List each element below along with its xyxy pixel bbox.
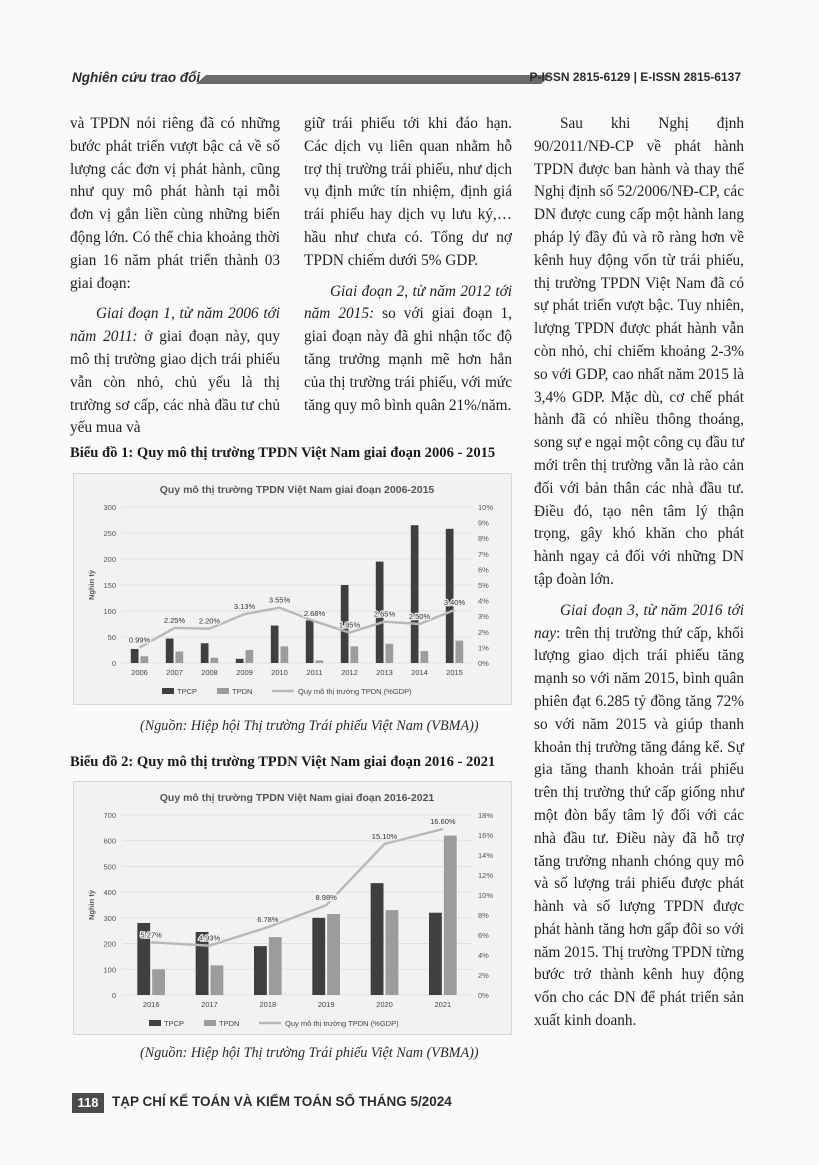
y-tick-label: 100 <box>103 965 116 975</box>
bar-tpdn <box>444 836 457 995</box>
data-label: 2.20% <box>198 616 221 626</box>
bar-tpdn <box>246 650 254 663</box>
data-label: 1.95% <box>338 620 361 630</box>
y-tick-label: 250 <box>103 529 116 538</box>
legend-label: Quy mô thị trường TPDN (%GDP) <box>298 687 412 696</box>
x-tick-label: 2017 <box>201 1000 218 1009</box>
gdp-line <box>140 608 455 648</box>
chart-title: Quy mô thị trường TPDN Việt Nam giai đoạn 2006-2015 <box>159 484 435 496</box>
x-tick-label: 2008 <box>201 668 218 677</box>
y2-tick-label: 14% <box>478 851 494 860</box>
y-axis-label: Nghìn tỷ <box>87 570 96 600</box>
legend-label: TPCP <box>164 1019 185 1028</box>
y-tick-label: 300 <box>103 913 116 923</box>
y2-tick-label: 3% <box>478 612 489 622</box>
bar-tpcp <box>131 649 139 663</box>
y-tick-label: 50 <box>107 633 116 642</box>
x-tick-label: 2020 <box>376 1000 393 1009</box>
bar-tpdn <box>141 656 149 663</box>
chart-1-frame <box>73 473 512 705</box>
x-tick-label: 2018 <box>259 1000 277 1009</box>
legend-swatch-tpdn <box>217 688 229 694</box>
y-tick-label: 200 <box>103 939 116 949</box>
figure-1-source: (Nguồn: Hiệp hội Thị trường Trái phiếu Việt Nam (VBMA)) <box>140 718 479 734</box>
x-tick-label: 2007 <box>166 668 183 677</box>
bar-tpdn <box>281 646 289 663</box>
journal-footer: TẠP CHÍ KẾ TOÁN VÀ KIỂM TOÁN SỐ THÁNG 5/2024 <box>112 1094 452 1109</box>
chart-title: Quy mô thị trường TPDN Việt Nam giai đoạn 2016-2021 <box>159 792 435 804</box>
x-tick-label: 2021 <box>434 1000 452 1009</box>
paragraph-body: so với giai đoạn 1, giai đoạn này đã ghi nhận tốc độ tăng trưởng mạnh mẽ hơn hẳn của thị trường trái phiếu, với mức tăng quy mô bình quân 21%/năm. <box>304 305 513 414</box>
bar-tpcp <box>254 946 267 995</box>
gdp-line <box>151 829 443 946</box>
y-tick-label: 200 <box>103 555 116 564</box>
y2-tick-label: 10% <box>478 503 494 512</box>
data-label: 3.13% <box>233 602 256 612</box>
y-tick-label: 100 <box>103 607 116 616</box>
section-title: Nghiên cứu trao đổi <box>72 70 201 85</box>
x-tick-label: 2019 <box>317 1000 335 1009</box>
y-tick-label: 150 <box>103 581 116 590</box>
bar-tpcp <box>371 883 384 995</box>
data-label: 2.68% <box>303 609 326 619</box>
y2-tick-label: 2% <box>478 971 489 980</box>
y2-tick-label: 6% <box>478 565 489 575</box>
paragraph-body: ở giai đoạn này, quy mô thị trường giao dịch trái phiếu vẫn còn nhỏ, chủ yếu là thị trường sơ cấp, các nhà đầu tư chủ yếu mua và <box>70 328 280 437</box>
figure-1-caption: Biểu đồ 1: Quy mô thị trường TPDN Việt Nam giai đoạn 2006 - 2015 <box>70 445 496 461</box>
paragraph <box>534 600 744 1033</box>
issn-label: P-ISSN 2815-6129 | E-ISSN 2815-6137 <box>529 70 741 84</box>
x-tick-label: 2014 <box>411 668 428 677</box>
y2-tick-label: 9% <box>478 518 489 528</box>
chart-2 <box>74 782 511 1034</box>
page-number: 118 <box>72 1093 104 1113</box>
header-decor-bar <box>196 75 551 84</box>
x-tick-label: 2012 <box>341 668 358 677</box>
y-tick-label: 700 <box>103 811 116 820</box>
y2-tick-label: 8% <box>478 911 489 920</box>
legend-label: TPCP <box>177 687 198 696</box>
bar-tpdn <box>386 644 394 663</box>
y-tick-label: 600 <box>103 836 116 846</box>
y2-tick-label: 7% <box>478 549 489 559</box>
bar-tpcp <box>166 639 174 663</box>
bar-tpdn <box>327 914 340 995</box>
data-label: 2.65% <box>373 609 396 619</box>
bar-tpcp <box>201 643 209 663</box>
figure-2-source: (Nguồn: Hiệp hội Thị trường Trái phiếu Việt Nam (VBMA)) <box>140 1045 479 1061</box>
y2-tick-label: 2% <box>478 627 489 637</box>
x-tick-label: 2013 <box>376 668 393 677</box>
data-label: 6.78% <box>257 915 279 925</box>
x-tick-label: 2009 <box>236 668 253 677</box>
bar-tpcp <box>236 659 244 663</box>
x-tick-label: 2011 <box>306 668 323 677</box>
bar-tpdn <box>316 660 324 663</box>
y2-tick-label: 4% <box>478 951 489 960</box>
y-tick-label: 0 <box>111 659 116 668</box>
legend-label: TPDN <box>232 687 253 696</box>
paragraph: Sau khi Nghị định 90/2011/NĐ-CP về phát hành TPDN được ban hành và thay thế Nghị định số 52/2006/NĐ-CP, các DN được cung cấp một hành lang pháp lý đầy đủ và rõ ràng hơn về kênh huy động vốn từ trái phiếu, thị trường TPDN Việt Nam đã có sự phát triển vượt bậc. Tuy nhiên, lượng TPDN được phát hành vẫn còn nhỏ, chỉ chiếm khoảng 2-3% so với GDP, cao nhất năm 2015 là 3,4% GDP. Mặc dù, cơ chế phát hành đã có nhiều thông thoáng, song sự e ngại một công cụ đầu tư mới trên thị trường vẫn là rào cản đối với bản thân các nhà đầu tư. Điều đó, tạo nên tâm lý thận trọng, gây khó khăn cho phát hành ngay cả đối với những DN tập đoàn lớn. <box>534 115 744 588</box>
text-column-2 <box>304 113 512 425</box>
text-column-3 <box>534 113 744 1041</box>
period-heading: Giai đoạn 1, từ năm 2006 tới năm 2011: <box>70 305 280 346</box>
legend-swatch-tpcp <box>149 1020 161 1026</box>
y-tick-label: 0 <box>111 991 116 1000</box>
y2-tick-label: 1% <box>478 643 489 653</box>
bar-tpcp <box>411 525 419 663</box>
x-tick-label: 2015 <box>446 668 463 677</box>
data-label: 3.40% <box>443 597 466 607</box>
data-label: 4.93% <box>198 933 221 943</box>
y2-tick-label: 0% <box>478 991 489 1000</box>
bar-tpdn <box>456 641 464 663</box>
bar-tpcp <box>446 529 454 663</box>
data-label: 8.98% <box>315 893 337 903</box>
data-label: 15.10% <box>371 832 398 841</box>
data-label: 2.25% <box>163 615 186 625</box>
y-axis-label: Nghìn tỷ <box>87 890 96 920</box>
y2-tick-label: 0% <box>478 659 489 668</box>
chart-2-frame <box>73 781 512 1035</box>
y2-tick-label: 12% <box>478 871 494 880</box>
bar-tpcp <box>271 626 279 663</box>
bar-tpdn <box>386 910 399 995</box>
y2-tick-label: 8% <box>478 534 489 544</box>
bar-tpcp <box>429 913 442 995</box>
bar-tpcp <box>306 620 314 663</box>
legend-swatch-tpdn <box>204 1020 216 1026</box>
data-label: 3.55% <box>268 595 291 605</box>
bar-tpdn <box>152 969 165 995</box>
text-column-1 <box>70 113 280 448</box>
y2-tick-label: 16% <box>478 831 494 840</box>
bar-tpdn <box>421 651 429 663</box>
bar-tpdn <box>176 652 184 663</box>
period-heading: Giai đoạn 3, từ năm 2016 tới nay <box>534 601 744 642</box>
bar-tpdn <box>269 937 282 995</box>
data-label: 0.99% <box>128 635 151 645</box>
bar-tpdn <box>211 658 219 663</box>
x-tick-label: 2010 <box>271 668 288 677</box>
x-tick-label: 2006 <box>131 668 148 677</box>
y2-tick-label: 5% <box>478 581 489 590</box>
paragraph <box>304 281 512 418</box>
legend-label: TPDN <box>219 1019 240 1028</box>
x-tick-label: 2016 <box>142 1000 160 1009</box>
y2-tick-label: 10% <box>478 891 494 900</box>
y-tick-label: 400 <box>103 888 116 898</box>
data-label: 5.27% <box>140 930 162 940</box>
bar-tpcp <box>312 918 325 995</box>
y2-tick-label: 18% <box>478 811 494 820</box>
y-tick-label: 500 <box>103 862 116 872</box>
chart-1 <box>74 474 511 704</box>
legend-label: Quy mô thị trường TPDN (%GDP) <box>285 1019 399 1028</box>
bar-tpdn <box>351 646 359 663</box>
paragraph: giữ trái phiếu tới khi đáo hạn. Các dịch vụ liên quan nhằm hỗ trợ thị trường trái phiếu, như dịch vụ định mức tín nhiệm, định giá trái phiếu hay dịch vụ lưu ký,… hầu như chưa có. Tổng dư nợ TPDN chiếm dưới 5% GDP. <box>304 115 512 269</box>
data-label: 2.50% <box>408 612 431 621</box>
y-tick-label: 300 <box>103 503 116 512</box>
y2-tick-label: 6% <box>478 931 489 940</box>
legend-swatch-tpcp <box>162 688 174 694</box>
data-label: 16.60% <box>430 817 456 826</box>
bar-tpdn <box>211 965 224 995</box>
paragraph <box>70 303 280 440</box>
figure-2-caption: Biểu đồ 2: Quy mô thị trường TPDN Việt Nam giai đoạn 2016 - 2021 <box>70 754 496 770</box>
period-heading: Giai đoạn 2, từ năm 2012 tới năm 2015: <box>304 282 512 323</box>
paragraph: và TPDN nói riêng đã có những bước phát triển vượt bậc cả về số lượng các đơn vị phát hành, cũng như quy mô phát hành tại mỗi đơn vị gắn liền cùng những biến động lớn. Có thể chia khoảng thời gian 16 năm phát triển thành 03 giai đoạn: <box>70 115 280 292</box>
y2-tick-label: 4% <box>478 596 489 606</box>
paragraph-body: : trên thị trường thứ cấp, khối lượng giao dịch trái phiếu tăng mạnh so với năm 2015, bình quân phiên đạt 6.285 tỷ đồng tăng 72% so với năm 2015 và giúp thanh khoản thị trường tăng đáng kể. Sự gia tăng thanh khoản trái phiếu trên thị trường thứ cấp giống như một đòn bẩy tâm lý đối với các nhà đầu tư. Điều này đã hỗ trợ tăng trưởng nhanh chóng quy mô và số lượng trái phiếu được phát hành và số lượng TPDN được phát hành tăng hơn gấp đôi so với năm 2015. Thị trường TPDN từng bước trở thành kênh huy động vốn cho các DN để phát triển sản xuất kinh doanh. <box>534 624 744 1030</box>
